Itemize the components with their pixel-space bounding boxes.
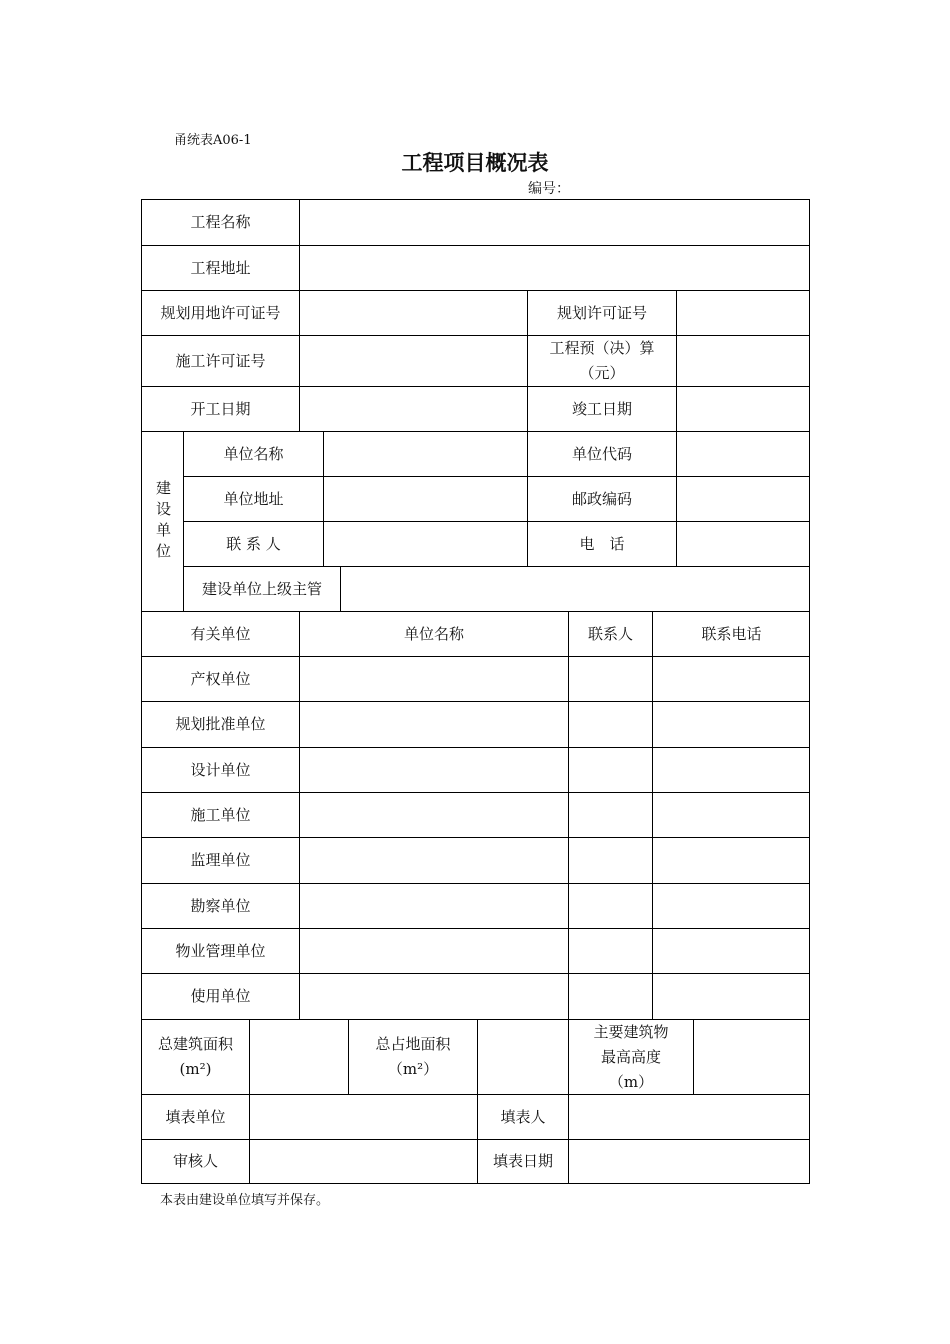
completion-date-label: 竣工日期	[528, 387, 677, 432]
related-phone-header: 联系电话	[653, 612, 810, 657]
owner-unit-name-field[interactable]	[324, 432, 528, 477]
related-unit-label: 勘察单位	[142, 884, 300, 929]
completion-date-field[interactable]	[677, 387, 810, 432]
contact-person-label: 联 系 人	[184, 522, 324, 567]
related-phone-field[interactable]	[653, 793, 810, 838]
related-contact-field[interactable]	[569, 657, 653, 702]
reviewer-field[interactable]	[250, 1140, 478, 1183]
reviewer-label: 审核人	[142, 1140, 250, 1183]
filled-by-field[interactable]	[569, 1095, 810, 1140]
related-unit-label: 使用单位	[142, 974, 300, 1020]
related-unit-name-field[interactable]	[300, 748, 569, 793]
related-contact-field[interactable]	[569, 793, 653, 838]
page-title: 工程项目概况表	[401, 151, 549, 175]
filling-unit-label: 填表单位	[142, 1095, 250, 1140]
postal-code-field[interactable]	[677, 477, 810, 522]
project-address-label: 工程地址	[142, 246, 300, 291]
total-floor-area-label: 总建筑面积 (m²)	[142, 1020, 250, 1095]
related-phone-field[interactable]	[653, 884, 810, 929]
related-unit-label: 施工单位	[142, 793, 300, 838]
related-unit-name-field[interactable]	[300, 793, 569, 838]
phone-label: 电 话	[528, 522, 677, 567]
project-overview-form	[141, 199, 810, 1184]
budget-field[interactable]	[677, 336, 810, 387]
number-label: 编号：	[528, 181, 570, 197]
related-contact-field[interactable]	[569, 748, 653, 793]
start-date-label: 开工日期	[142, 387, 300, 432]
related-unit-name-field[interactable]	[300, 884, 569, 929]
contact-person-field[interactable]	[324, 522, 528, 567]
total-floor-area-field[interactable]	[250, 1020, 349, 1095]
fill-date-field[interactable]	[569, 1140, 810, 1183]
owner-unit-code-field[interactable]	[677, 432, 810, 477]
owner-unit-address-field[interactable]	[324, 477, 528, 522]
filling-unit-field[interactable]	[250, 1095, 478, 1140]
related-contact-field[interactable]	[569, 929, 653, 974]
related-phone-field[interactable]	[653, 748, 810, 793]
related-phone-field[interactable]	[653, 929, 810, 974]
phone-field[interactable]	[677, 522, 810, 567]
construction-permit-label: 施工许可证号	[142, 336, 300, 387]
max-building-height-field[interactable]	[694, 1020, 810, 1095]
land-use-permit-label: 规划用地许可证号	[142, 291, 300, 336]
project-address-field[interactable]	[300, 246, 810, 291]
related-contact-field[interactable]	[569, 974, 653, 1020]
project-name-label: 工程名称	[142, 200, 300, 246]
owner-unit-group-label: 建设单位	[142, 432, 184, 612]
related-phone-field[interactable]	[653, 702, 810, 748]
start-date-field[interactable]	[300, 387, 528, 432]
planning-permit-field[interactable]	[677, 291, 810, 336]
related-units-header: 有关单位	[142, 612, 300, 657]
fill-date-label: 填表日期	[478, 1140, 569, 1183]
max-building-height-label: 主要建筑物 最高高度 （m）	[569, 1020, 694, 1095]
total-land-area-field[interactable]	[478, 1020, 569, 1095]
related-unit-name-field[interactable]	[300, 929, 569, 974]
owner-unit-name-label: 单位名称	[184, 432, 324, 477]
owner-unit-address-label: 单位地址	[184, 477, 324, 522]
postal-code-label: 邮政编码	[528, 477, 677, 522]
related-unit-name-header: 单位名称	[300, 612, 569, 657]
related-contact-header: 联系人	[569, 612, 653, 657]
supervising-authority-field[interactable]	[341, 567, 810, 612]
supervising-authority-label: 建设单位上级主管	[184, 567, 341, 612]
related-contact-field[interactable]	[569, 702, 653, 748]
project-name-field[interactable]	[300, 200, 810, 246]
related-contact-field[interactable]	[569, 884, 653, 929]
related-unit-name-field[interactable]	[300, 974, 569, 1020]
filled-by-label: 填表人	[478, 1095, 569, 1140]
footnote: 本表由建设单位填写并保存。	[160, 1193, 330, 1208]
related-phone-field[interactable]	[653, 974, 810, 1020]
related-phone-field[interactable]	[653, 838, 810, 884]
budget-label: 工程预（决）算 （元）	[528, 336, 677, 387]
land-use-permit-field[interactable]	[300, 291, 528, 336]
form-code: 甬统表A06-1	[174, 133, 252, 148]
owner-unit-code-label: 单位代码	[528, 432, 677, 477]
related-unit-label: 产权单位	[142, 657, 300, 702]
related-unit-label: 规划批准单位	[142, 702, 300, 748]
total-land-area-label: 总占地面积 （m²）	[349, 1020, 478, 1095]
related-unit-label: 设计单位	[142, 748, 300, 793]
related-unit-label: 监理单位	[142, 838, 300, 884]
related-phone-field[interactable]	[653, 657, 810, 702]
related-unit-name-field[interactable]	[300, 657, 569, 702]
related-unit-name-field[interactable]	[300, 838, 569, 884]
related-contact-field[interactable]	[569, 838, 653, 884]
related-unit-label: 物业管理单位	[142, 929, 300, 974]
related-unit-name-field[interactable]	[300, 702, 569, 748]
construction-permit-field[interactable]	[300, 336, 528, 387]
planning-permit-label: 规划许可证号	[528, 291, 677, 336]
